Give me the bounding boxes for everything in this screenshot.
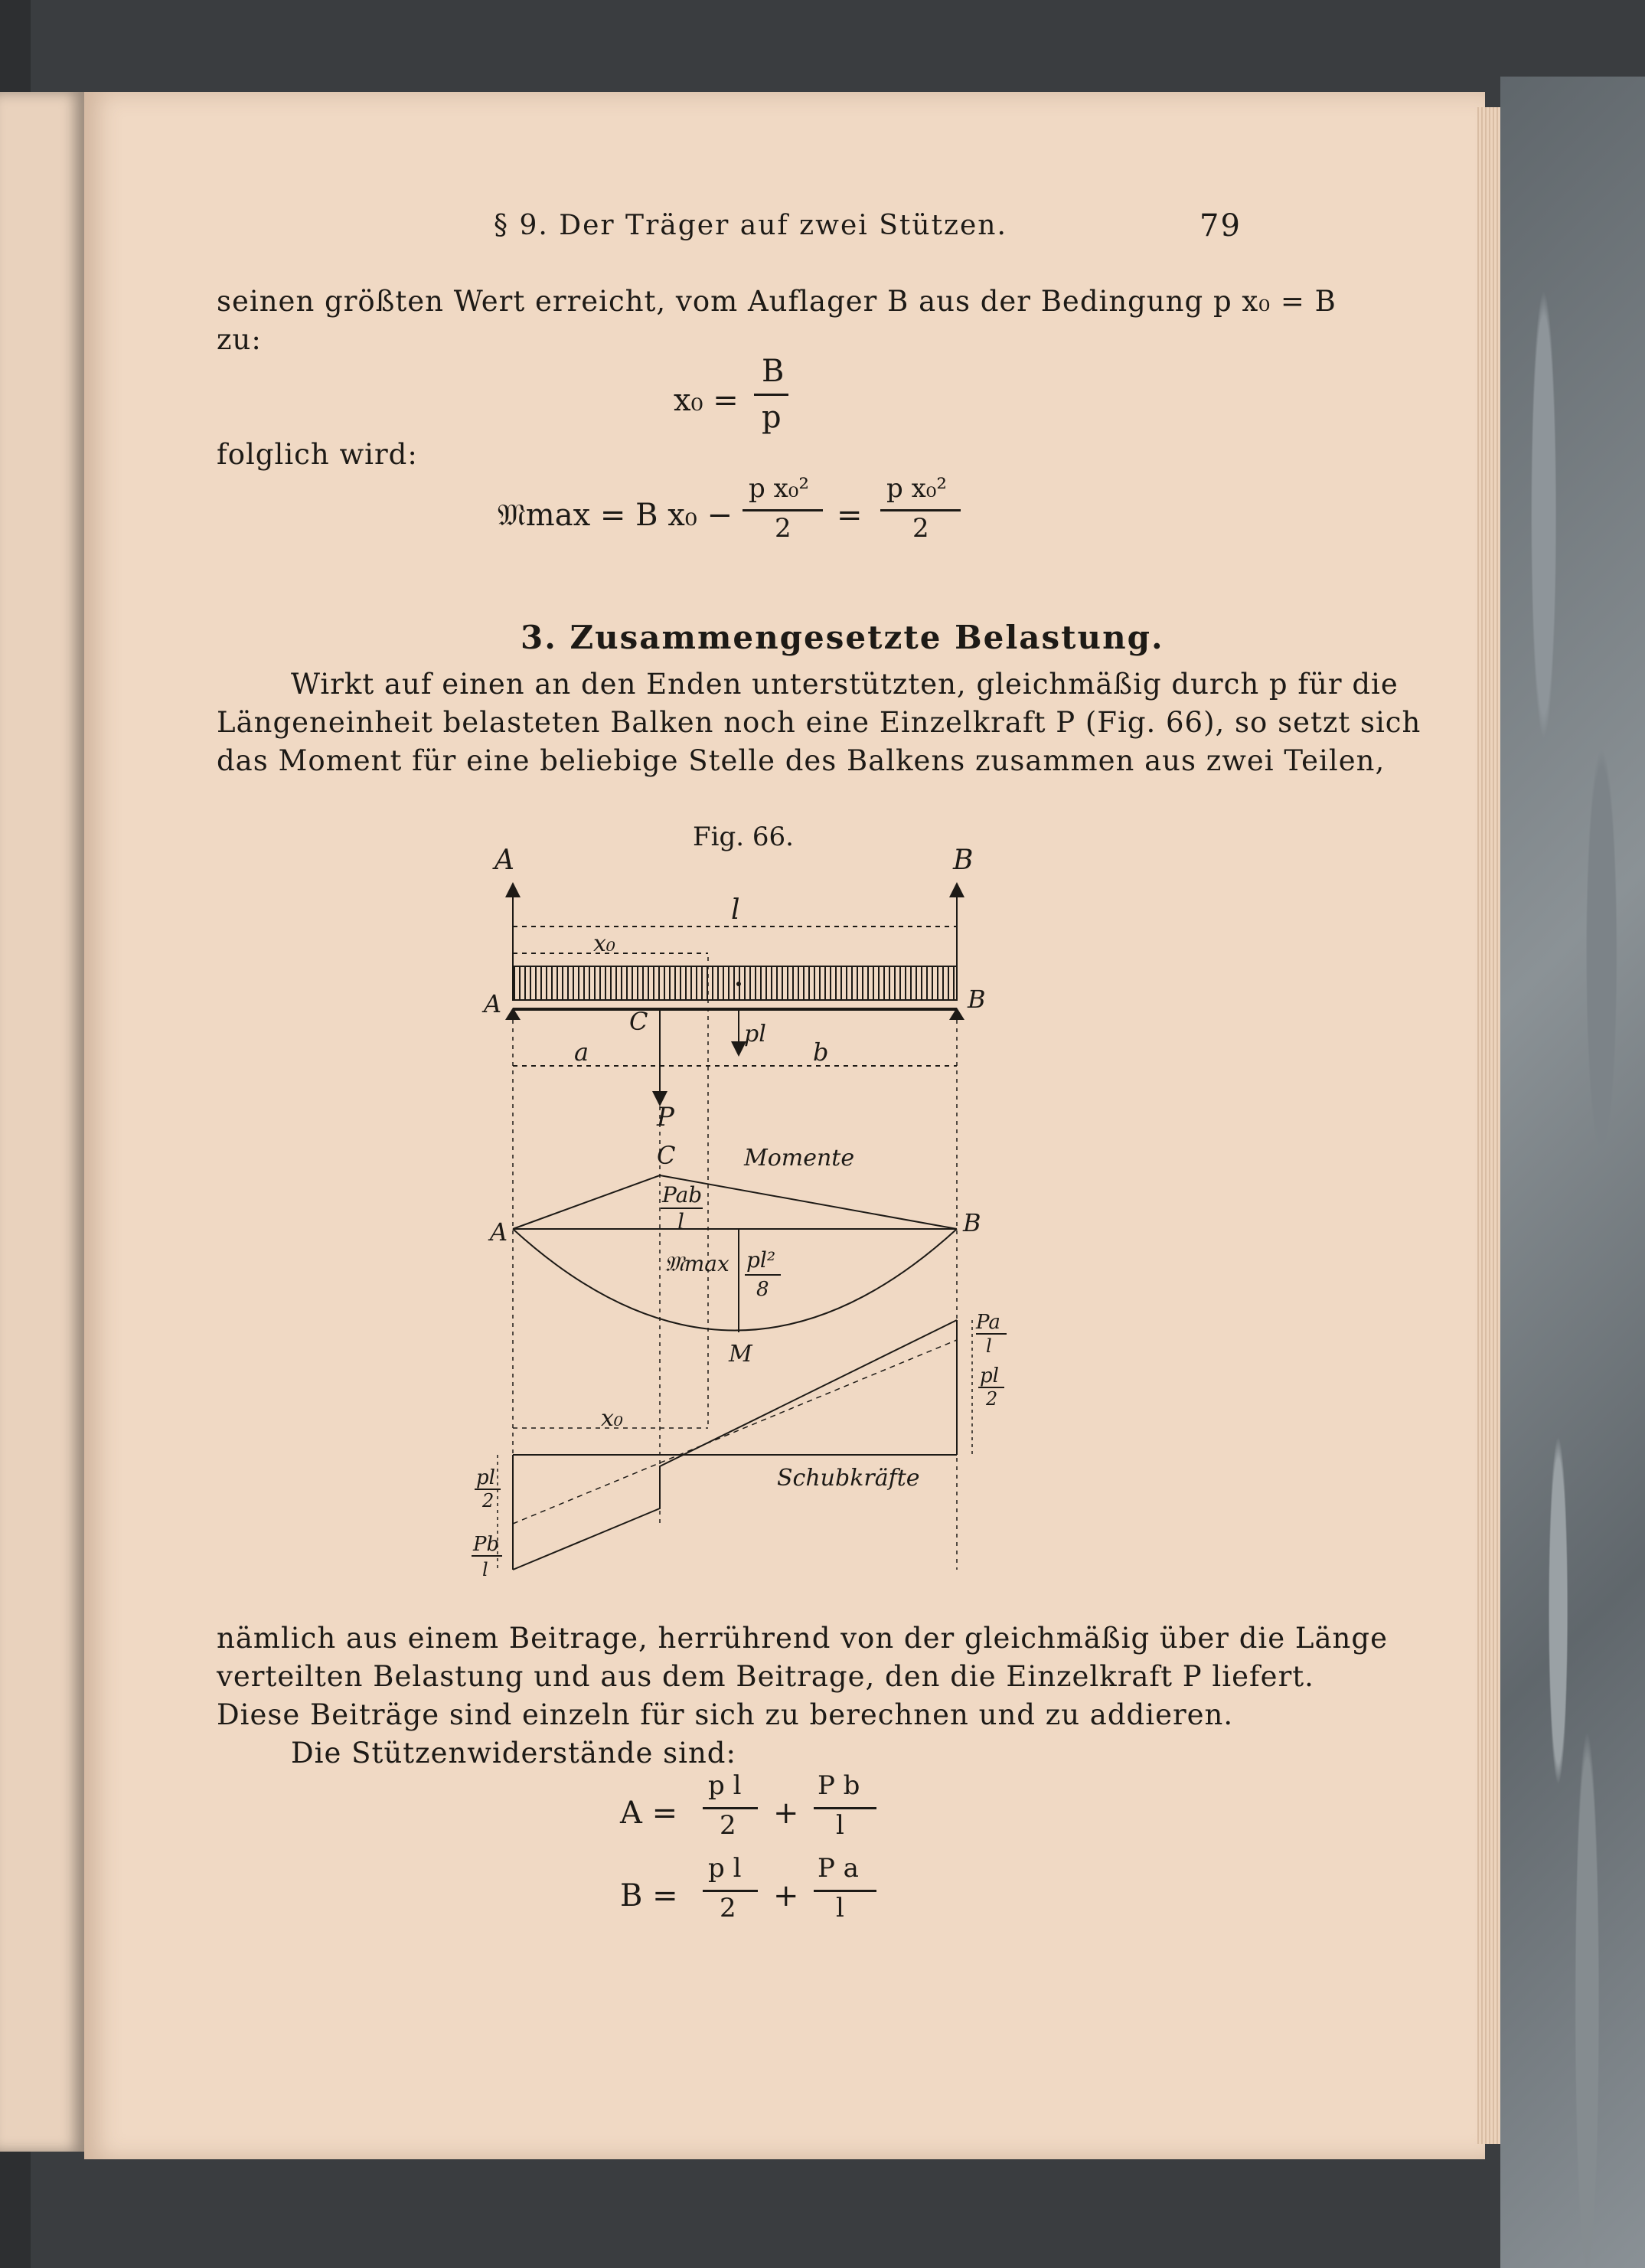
- label-pl2-left-num: pl: [476, 1466, 495, 1489]
- running-title: § 9. Der Träger auf zwei Stützen.: [494, 210, 1007, 241]
- formula-a-f1-den: 2: [720, 1810, 736, 1841]
- label-p: P: [657, 1102, 674, 1132]
- paragraph-3-line-1: nämlich aus einem Beitrage, herrührend von der gleichmäßig über die Länge: [217, 1622, 1388, 1655]
- label-pa-den: l: [986, 1335, 992, 1357]
- page-stack-edge: [1477, 107, 1500, 2144]
- label-pab-den: l: [677, 1209, 684, 1234]
- left-page-edge: [0, 92, 84, 2152]
- label-pl: pl: [744, 1021, 766, 1047]
- label-pl2-left-den: 2: [482, 1490, 494, 1511]
- formula-b-f2-bar: [814, 1890, 876, 1892]
- folglich-text: folglich wird:: [217, 438, 418, 471]
- formula-b-f1-num: p l: [708, 1853, 742, 1884]
- formula-mmax-frac1-bar: [743, 509, 823, 511]
- formula-b-f1-bar: [703, 1890, 758, 1892]
- paragraph-2-line-1: Wirkt auf einen an den Enden unterstützten, gleichmäßig durch p für die: [291, 668, 1399, 701]
- label-pab-num: Pab: [662, 1182, 703, 1208]
- formula-b-lhs: B =: [620, 1878, 678, 1913]
- label-c-top: C: [629, 1007, 648, 1036]
- formula-b-f2-num: P a: [818, 1853, 859, 1884]
- formula-mmax-lhs: 𝔐max = B x₀ −: [498, 498, 733, 533]
- formula-a-f1-bar: [703, 1807, 758, 1809]
- label-a-top: A: [494, 845, 514, 876]
- figure-caption: Fig. 66.: [693, 822, 794, 852]
- paragraph-1-line-2: zu:: [217, 323, 262, 356]
- label-pb-den: l: [482, 1559, 488, 1580]
- label-momente: Momente: [744, 1145, 855, 1172]
- formula-mmax-frac2-num: p x₀²: [886, 473, 948, 504]
- formula-x0-lhs: x₀ =: [674, 383, 739, 418]
- label-schubkraefte: Schubkräfte: [777, 1465, 920, 1492]
- label-a-support: A: [484, 989, 502, 1018]
- label-mmax: 𝔐max: [664, 1251, 729, 1276]
- shear-uniform-dashed: [513, 1340, 957, 1524]
- section-heading: 3. Zusammengesetzte Belastung.: [521, 619, 1164, 656]
- paragraph-3-line-4: Die Stützenwiderstände sind:: [291, 1737, 736, 1770]
- label-b-support: B: [968, 985, 986, 1014]
- figure-66-diagram: [459, 842, 1026, 1600]
- label-pl2-right-den: 2: [986, 1388, 998, 1410]
- paragraph-1-line-1: seinen größten Wert erreicht, vom Auflager B aus der Bedingung p x₀ = B: [217, 285, 1337, 318]
- formula-a-lhs: A =: [620, 1796, 678, 1831]
- moment-triangle: [513, 1175, 957, 1229]
- moment-parabola: [513, 1229, 957, 1331]
- paragraph-2-line-2: Längeneinheit belasteten Balken noch eine Einzelkraft P (Fig. 66), so setzt sich: [217, 706, 1421, 739]
- marbled-endpaper: [1500, 77, 1645, 2268]
- beam-center-point: [736, 982, 741, 986]
- formula-b-plus: +: [773, 1878, 799, 1913]
- formula-x0-bar: [754, 394, 788, 396]
- formula-a-f2-num: P b: [818, 1770, 860, 1801]
- label-c-moment: C: [657, 1141, 676, 1170]
- formula-b-f2-den: l: [836, 1893, 844, 1923]
- label-b-top: B: [953, 845, 974, 876]
- paragraph-3-line-3: Diese Beiträge sind einzeln für sich zu berechnen und zu addieren.: [217, 1698, 1234, 1731]
- formula-mmax-frac1-num: p x₀²: [749, 473, 810, 504]
- label-pl2-right-num: pl: [980, 1364, 999, 1387]
- label-pl2-den: 8: [756, 1278, 769, 1301]
- label-l: l: [731, 894, 740, 926]
- formula-mmax-frac2-bar: [880, 509, 961, 511]
- label-pa-num: Pa: [976, 1311, 1000, 1334]
- formula-a-plus: +: [773, 1796, 799, 1831]
- formula-mmax-frac2-den: 2: [912, 513, 929, 544]
- label-m: M: [729, 1341, 752, 1368]
- formula-b-f1-den: 2: [720, 1893, 736, 1923]
- label-x0-top: x₀: [593, 930, 615, 957]
- label-b-moment: B: [963, 1208, 981, 1237]
- formula-x0-num: B: [762, 354, 785, 389]
- label-x0-bottom: x₀: [601, 1405, 623, 1432]
- paragraph-3-line-2: verteilten Belastung und aus dem Beitrage, den die Einzelkraft P liefert.: [217, 1660, 1314, 1693]
- paragraph-2-line-3: das Moment für eine beliebige Stelle des Balkens zusammen aus zwei Teilen,: [217, 744, 1386, 777]
- formula-a-f2-bar: [814, 1807, 876, 1809]
- formula-a-f1-num: p l: [708, 1770, 742, 1801]
- label-b: b: [813, 1038, 829, 1067]
- formula-mmax-frac1-den: 2: [775, 513, 791, 544]
- page-number: 79: [1199, 208, 1242, 243]
- beam-distributed-load: [513, 966, 957, 1000]
- label-pl2-num: pl²: [746, 1247, 776, 1273]
- formula-mmax-equals: =: [837, 498, 863, 533]
- label-a: a: [574, 1038, 589, 1067]
- formula-x0-den: p: [762, 400, 782, 435]
- label-pb-num: Pb: [473, 1533, 500, 1556]
- label-a-moment: A: [490, 1217, 508, 1247]
- formula-a-f2-den: l: [836, 1810, 844, 1841]
